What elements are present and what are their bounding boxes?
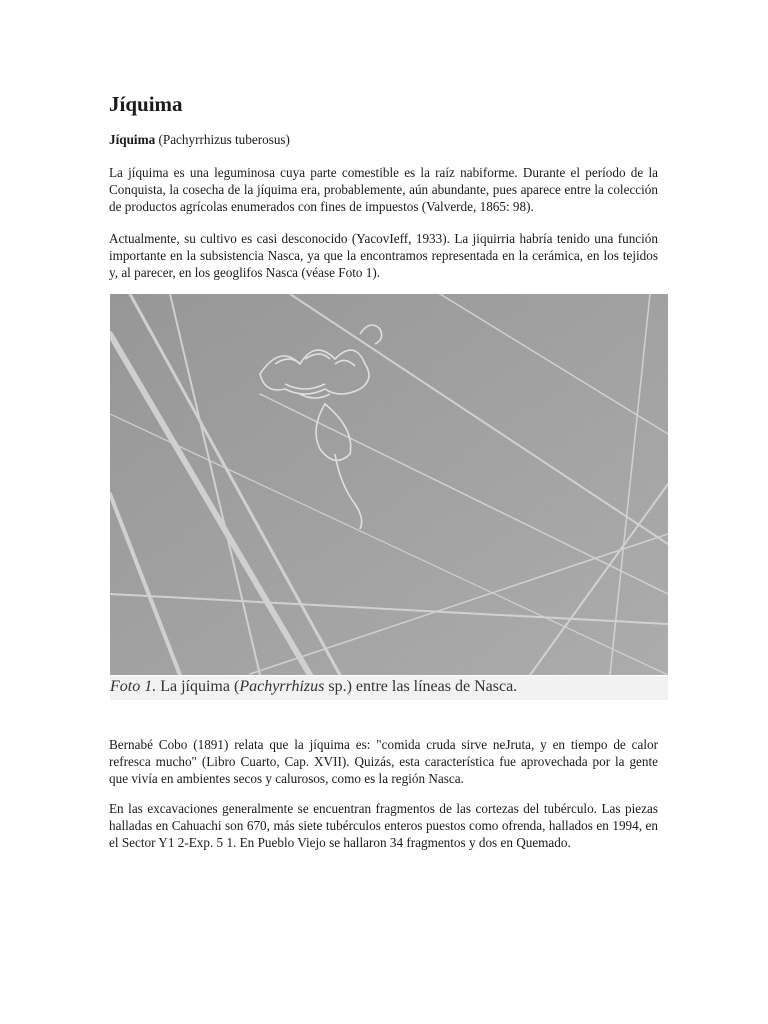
geoglyph-photo-illustration [110,294,668,675]
photo-caption [110,676,668,700]
paragraph-1: La jíquima es una leguminosa cuya parte comestible es la raíz nabiforme. Durante el período de la Conquista, la cosecha de la jíquima era, probablemente, aún abundante, pues aparece entre la colección de productos agrícolas enumerados con fines de impuestos (Valverde, 1865: 98). [109,165,658,214]
subtitle-common-name: Jíquima [109,132,156,147]
paragraph-2: Actualmente, su cultivo es casi desconocido (YacovIeff, 1933). La jiquirria habría tenido una función importante en la subsistencia Nasca, ya que la encontramos representada en la cerámica, en los tejidos y, al parecer, en los geoglifos Nasca (véase Foto 1). [109,231,658,280]
nasca-geoglyph-photo [110,294,668,675]
caption-text-pre: La jíquima ( [156,678,240,695]
subtitle-scientific-name: (Pachyrrhizus tuberosus) [155,132,290,147]
paragraph-4: En las excavaciones generalmente se encuentran fragmentos de las cortezas del tubérculo. Las piezas halladas en Cahuachi son 670, más siete tubérculos enteros puestos como ofrenda, hallados en 1994, en el Sector Y1 2-Exp. 5 1. En Pueblo Viejo se hallaron 34 fragmentos y dos en Quemado. [109,801,658,850]
caption-text-post: sp.) entre las líneas de Nasca. [324,678,518,695]
caption-label: Foto 1. [110,678,157,695]
page-title: Jíquima [109,92,183,116]
species-subtitle [109,131,658,148]
paragraph-3: Bernabé Cobo (1891) relata que la jíquima es: "comida cruda sirve neJruta, y en tiempo de calor refresca mucho" (Libro Cuarto, Cap. XVII). Quizás, esta característica fue aprovechada por la gente que vivía en ambientes secos y calurosos, como es la región Nasca. [109,737,658,786]
caption-scientific-name: Pachyrrhizus [239,678,325,695]
